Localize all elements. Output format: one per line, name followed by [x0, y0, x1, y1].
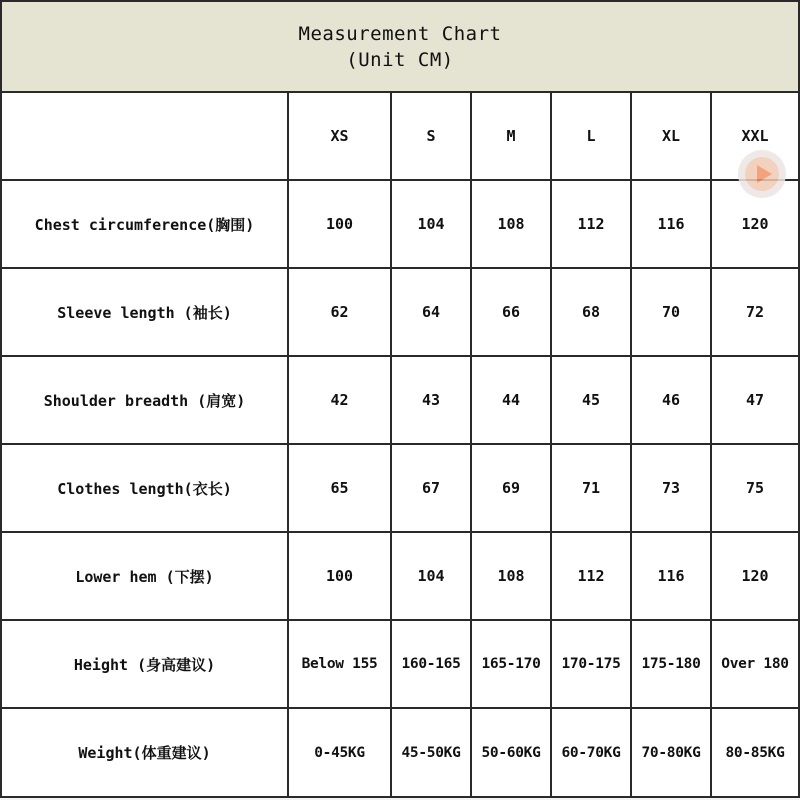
size-header-xs: XS: [288, 92, 391, 180]
cell-sleeve-l: 68: [551, 268, 631, 356]
cell-sleeve-xl: 70: [631, 268, 711, 356]
cell-clothes-length-xl: 73: [631, 444, 711, 532]
row-lower-hem: [1, 532, 799, 620]
size-header-m: M: [471, 92, 551, 180]
cell-sleeve-xxl: 72: [711, 268, 799, 356]
size-header-row: [1, 92, 799, 180]
cell-height-m: 165-170: [471, 620, 551, 708]
cell-lower-hem-l: 112: [551, 532, 631, 620]
title-row: [1, 1, 799, 92]
cell-lower-hem-s: 104: [391, 532, 471, 620]
chart-title-main: Measurement Chart: [298, 22, 502, 45]
cell-sleeve-xs: 62: [288, 268, 391, 356]
cell-lower-hem-xs: 100: [288, 532, 391, 620]
size-header-xxl: XXL: [711, 92, 799, 180]
cell-chest-l: 112: [551, 180, 631, 268]
row-label-shoulder: Shoulder breadth (肩宽): [1, 356, 288, 444]
cell-lower-hem-xl: 116: [631, 532, 711, 620]
cell-height-s: 160-165: [391, 620, 471, 708]
header-corner: [1, 92, 288, 180]
row-label-sleeve: Sleeve length (袖长): [1, 268, 288, 356]
cell-sleeve-s: 64: [391, 268, 471, 356]
size-header-l: L: [551, 92, 631, 180]
cell-height-xxl: Over 180: [711, 620, 799, 708]
play-icon-graphic: [738, 150, 786, 198]
cell-clothes-length-s: 67: [391, 444, 471, 532]
chart-title-unit: (Unit CM): [346, 48, 454, 71]
cell-height-xl: 175-180: [631, 620, 711, 708]
cell-clothes-length-xxl: 75: [711, 444, 799, 532]
cell-weight-xl: 70-80KG: [631, 708, 711, 797]
cell-shoulder-l: 45: [551, 356, 631, 444]
size-header-s: S: [391, 92, 471, 180]
row-label-height: Height (身高建议): [1, 620, 288, 708]
cell-shoulder-xl: 46: [631, 356, 711, 444]
row-label-chest: Chest circumference(胸围): [1, 180, 288, 268]
cell-sleeve-m: 66: [471, 268, 551, 356]
size-header-xl: XL: [631, 92, 711, 180]
row-label-weight: Weight(体重建议): [1, 708, 288, 797]
cell-shoulder-xxl: 47: [711, 356, 799, 444]
cell-weight-xxl: 80-85KG: [711, 708, 799, 797]
cell-chest-xs: 100: [288, 180, 391, 268]
cell-chest-m: 108: [471, 180, 551, 268]
row-clothes-length: [1, 444, 799, 532]
cell-height-l: 170-175: [551, 620, 631, 708]
cell-chest-xxl: 120: [711, 180, 799, 268]
row-label-clothes-length: Clothes length(衣长): [1, 444, 288, 532]
row-height: [1, 620, 799, 708]
cell-chest-s: 104: [391, 180, 471, 268]
cell-shoulder-m: 44: [471, 356, 551, 444]
cell-shoulder-s: 43: [391, 356, 471, 444]
cell-lower-hem-m: 108: [471, 532, 551, 620]
cell-height-xs: Below 155: [288, 620, 391, 708]
cell-clothes-length-m: 69: [471, 444, 551, 532]
cell-weight-l: 60-70KG: [551, 708, 631, 797]
row-weight: [1, 708, 799, 797]
row-chest: [1, 180, 799, 268]
cell-clothes-length-l: 71: [551, 444, 631, 532]
cell-weight-xs: 0-45KG: [288, 708, 391, 797]
cell-clothes-length-xs: 65: [288, 444, 391, 532]
chart-title: [1, 1, 799, 92]
cell-weight-s: 45-50KG: [391, 708, 471, 797]
play-icon[interactable]: [738, 150, 786, 198]
row-sleeve: [1, 268, 799, 356]
cell-chest-xl: 116: [631, 180, 711, 268]
row-shoulder: [1, 356, 799, 444]
cell-weight-m: 50-60KG: [471, 708, 551, 797]
cell-shoulder-xs: 42: [288, 356, 391, 444]
row-label-lower-hem: Lower hem (下摆): [1, 532, 288, 620]
cell-lower-hem-xxl: 120: [711, 532, 799, 620]
